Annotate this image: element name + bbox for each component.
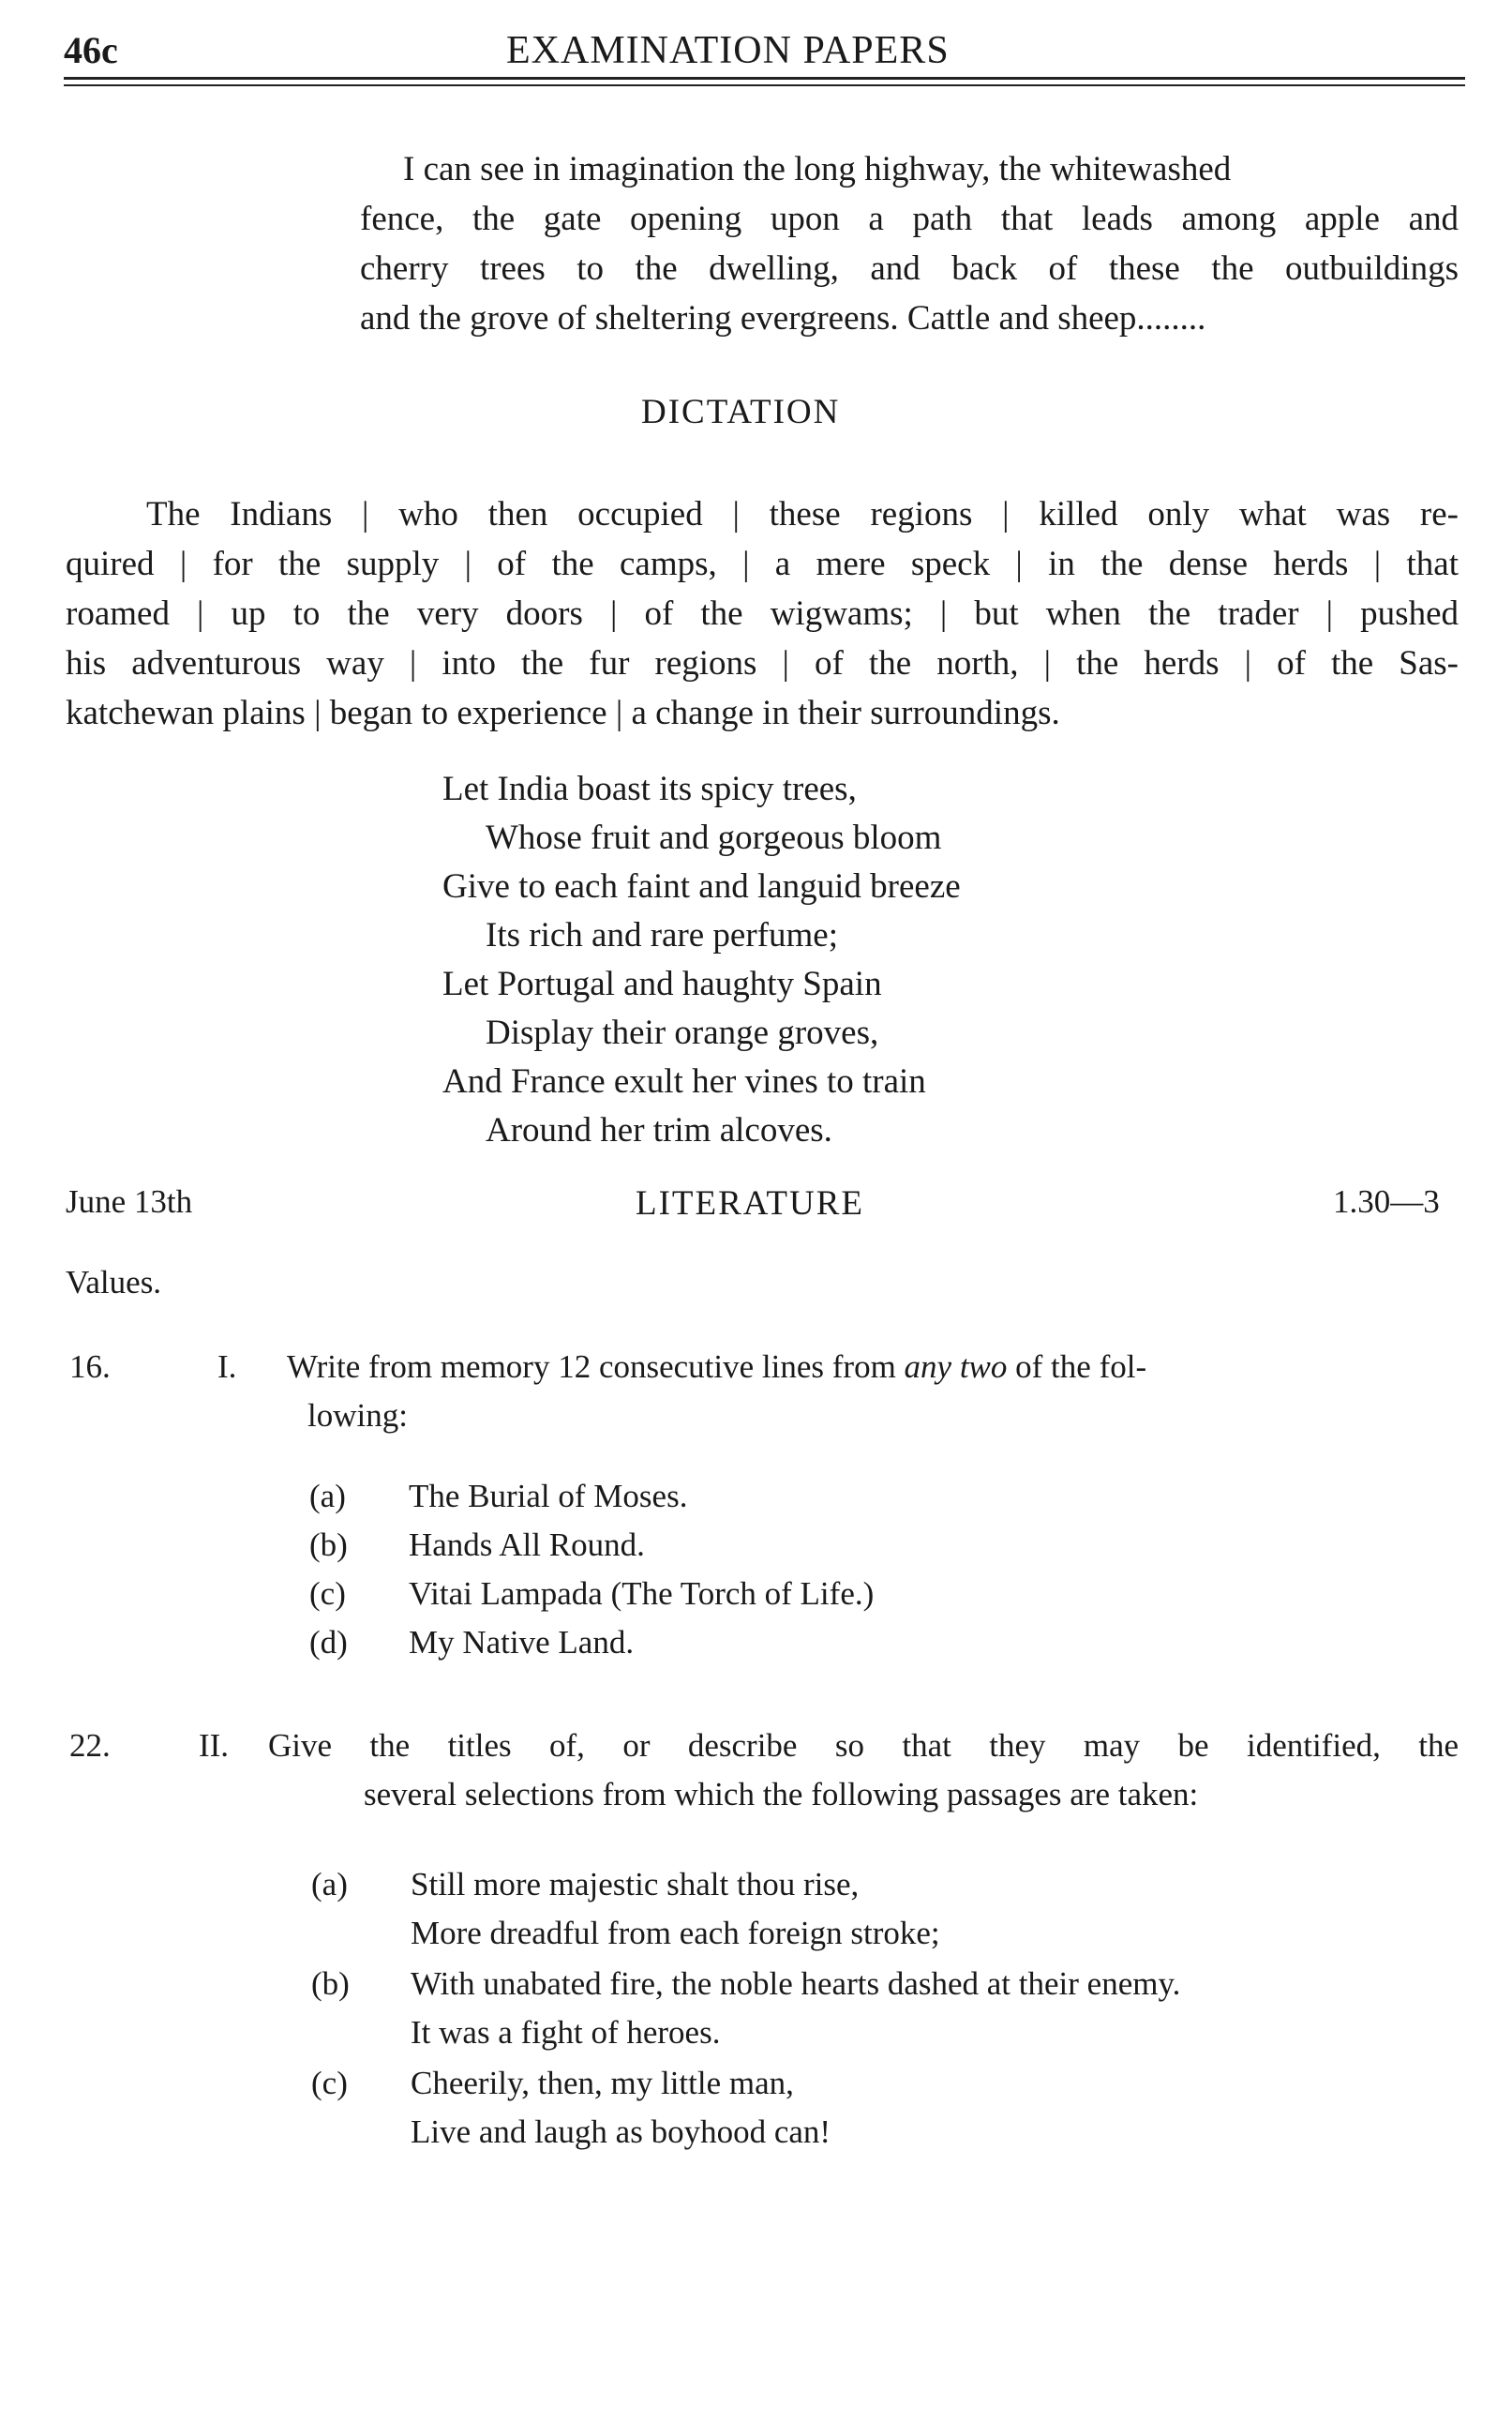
item-line: It was a fight of heroes.	[411, 2014, 721, 2051]
item-text: Vitai Lampada (The Torch of Life.)	[409, 1575, 875, 1612]
exam-date: June 13th	[66, 1183, 193, 1220]
header-rule-top	[64, 77, 1465, 80]
item-label: (c)	[309, 1575, 346, 1612]
question-text: Write from memory 12 consecutive lines from any two of the fol-	[287, 1348, 1147, 1385]
item-line: More dreadful from each foreign stroke;	[411, 1915, 940, 1951]
poem-line: Its rich and rare perfume;	[486, 916, 838, 955]
item-label: (d)	[309, 1624, 348, 1661]
item-line: Cheerily, then, my little man,	[411, 2065, 794, 2101]
question-value: 16.	[69, 1348, 111, 1385]
passage-line: fence, the gate opening upon a path that leads among apple and	[360, 200, 1459, 238]
item-label: (a)	[309, 1478, 346, 1514]
question-number: I.	[217, 1348, 237, 1385]
poem-line: Whose fruit and gorgeous bloom	[486, 819, 942, 857]
passage-line: and the grove of sheltering evergreens. Cattle and sheep........	[360, 299, 1206, 338]
item-label: (b)	[311, 1965, 350, 2002]
item-text: My Native Land.	[409, 1624, 635, 1661]
item-text: The Burial of Moses.	[409, 1478, 688, 1514]
item-label: (c)	[311, 2065, 348, 2101]
poem-line: Give to each faint and languid breeze	[442, 867, 961, 906]
question-text: Give the titles of, or describe so that they may be identified, the	[268, 1727, 1459, 1764]
poem-line: And France exult her vines to train	[442, 1062, 926, 1101]
item-line: With unabated fire, the noble hearts dashed at their enemy.	[411, 1965, 1181, 2002]
dictation-line: his adventurous way | into the fur regions | of the north, | the herds | of the Sas-	[66, 644, 1459, 683]
poem-line: Let India boast its spicy trees,	[442, 770, 857, 808]
poem-line: Around her trim alcoves.	[486, 1111, 832, 1150]
emphasis-any-two: any two	[904, 1348, 1008, 1385]
dictation-line: The Indians | who then occupied | these regions | killed only what was re-	[146, 495, 1459, 534]
passage-line: cherry trees to the dwelling, and back of these the outbuildings	[360, 249, 1459, 288]
item-label: (a)	[311, 1866, 348, 1902]
dictation-line: roamed | up to the very doors | of the wigwams; | but when the trader | pushed	[66, 594, 1459, 633]
item-label: (b)	[309, 1526, 348, 1563]
literature-title: LITERATURE	[636, 1184, 865, 1223]
item-line: Live and laugh as boyhood can!	[411, 2113, 831, 2150]
passage-line: I can see in imagination the long highway, the whitewashed	[403, 150, 1232, 188]
question-value: 22.	[69, 1727, 111, 1764]
question-text: lowing:	[307, 1397, 408, 1434]
question-number: II.	[199, 1727, 230, 1764]
poem-line: Display their orange groves,	[486, 1014, 879, 1052]
running-title: EXAMINATION PAPERS	[506, 29, 950, 72]
poem-line: Let Portugal and haughty Spain	[442, 965, 882, 1003]
exam-time: 1.30—3	[1333, 1183, 1440, 1220]
page-number: 46c	[64, 29, 118, 71]
dictation-line: katchewan plains | began to experience | a change in their surroundings.	[66, 694, 1060, 732]
dictation-title: DICTATION	[641, 393, 841, 431]
item-line: Still more majestic shalt thou rise,	[411, 1866, 860, 1902]
item-text: Hands All Round.	[409, 1526, 645, 1563]
question-text: several selections from which the following passages are taken:	[364, 1776, 1199, 1812]
header-rule-bottom	[64, 84, 1465, 86]
values-label: Values.	[66, 1264, 162, 1301]
dictation-line: quired | for the supply | of the camps, | a mere speck | in the dense herds | that	[66, 545, 1459, 583]
